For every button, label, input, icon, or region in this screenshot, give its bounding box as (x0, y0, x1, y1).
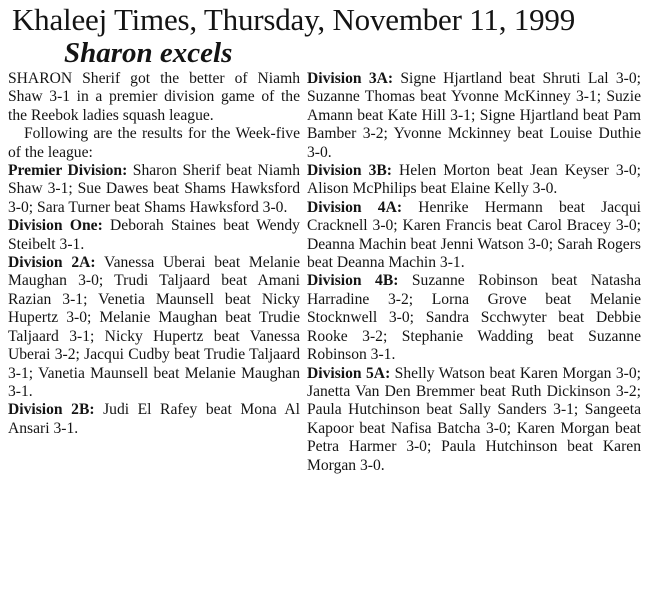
division-results: Suzanne Robinson beat Natasha Harradine 3-2; Lorna Grove beat Melanie Stocknwell 3-0; Sandra Scchwyter beat Debbie Rooke 3-2; Stephanie Wadding beat Suzanne Robinson 3-1. (307, 272, 642, 364)
division-label: Division 2B: (8, 401, 95, 419)
division-label: Division 5A: (307, 364, 391, 382)
newspaper-masthead: Khaleej Times, Thursday, November 11, 1999 (12, 2, 576, 37)
division-label: Division 3B: (307, 162, 392, 180)
article-headline: Sharon excels (64, 37, 233, 69)
division-results: Judi El Rafey beat Mona Al Ansari 3-1. (8, 401, 301, 437)
division-label: Division 4B: (307, 272, 399, 290)
division-results: Helen Morton beat Jean Keyser 3-0; Alison McPhilips beat Elaine Kelly 3-0. (307, 162, 641, 198)
result-paragraph-division-4b (307, 272, 641, 364)
result-paragraph-division-4a (307, 199, 641, 273)
division-results: Shelly Watson beat Karen Morgan 3-0; Janetta Van Den Bremmer beat Ruth Dickinson 3-2; Paula Hutchinson beat Sally Sanders 3-1; Sangeeta Kapoor beat Nafisa Batcha 3-0; Karen Morgan beat Petra Harmer 3-0; Paula Hutchinson beat Karen Morgan 3-0. (307, 364, 641, 474)
intro-paragraph: SHARON Sherif got the better of Niamh Shaw 3-1 in a premier division game of the the Reebok ladies squash league. (8, 70, 300, 124)
result-paragraph-premier-division (8, 162, 300, 217)
result-paragraph-division-2b (8, 401, 300, 438)
division-results: Vanessa Uberai beat Melanie Maughan 3-0; Trudi Taljaard beat Amani Razian 3-1; Venetia Maunsell beat Nicky Hupertz 3-0; Melanie Maughan beat Trudie Taljaard 3-1; Nicky Hupertz beat Vanessa Uberai 3-2; Jacqui Cudby beat Trudie Taljaard 3-1; Vanetia Maunsell beat Melanie Maughan 3-1. (8, 254, 300, 400)
division-results: Henrike Hermann beat Jacqui Cracknell 3-0; Karen Francis beat Carol Bracey 3-0; Deanna Machin beat Jenni Watson 3-0; Sarah Rogers beat Deanna Machin 3-1. (307, 198, 641, 272)
result-paragraph-division-5a (307, 365, 641, 475)
division-label: Division One: (8, 217, 103, 235)
division-results: Sharon Sherif beat Niamh Shaw 3-1; Sue Dawes beat Shams Hawksford 3-0; Sara Turner beat Shams Hawksford 3-0. (8, 162, 300, 216)
result-paragraph-division-3b (307, 162, 641, 199)
result-paragraph-division-2a (8, 254, 300, 401)
division-results: Signe Hjartland beat Shruti Lal 3-0; Suzanne Thomas beat Yvonne McKinney 3-1; Suzie Amann beat Kate Hill 3-1; Signe Hjartland beat Pam Bamber 3-2; Yvonne Mckinney beat Louise Duthie 3-0. (307, 70, 641, 161)
division-results: Deborah Staines beat Wendy Steibelt 3-1. (8, 217, 300, 253)
article-column-left (8, 70, 300, 438)
division-label: Premier Division: (8, 162, 128, 180)
results-lead-paragraph: Following are the results for the Week-five of the league: (8, 125, 300, 161)
result-paragraph-division-3a (307, 70, 641, 162)
division-label: Division 2A: (8, 254, 96, 272)
division-label: Division 4A: (307, 198, 403, 216)
result-paragraph-division-one (8, 217, 300, 254)
article-column-right (307, 70, 641, 475)
division-label: Division 3A: (307, 70, 394, 87)
